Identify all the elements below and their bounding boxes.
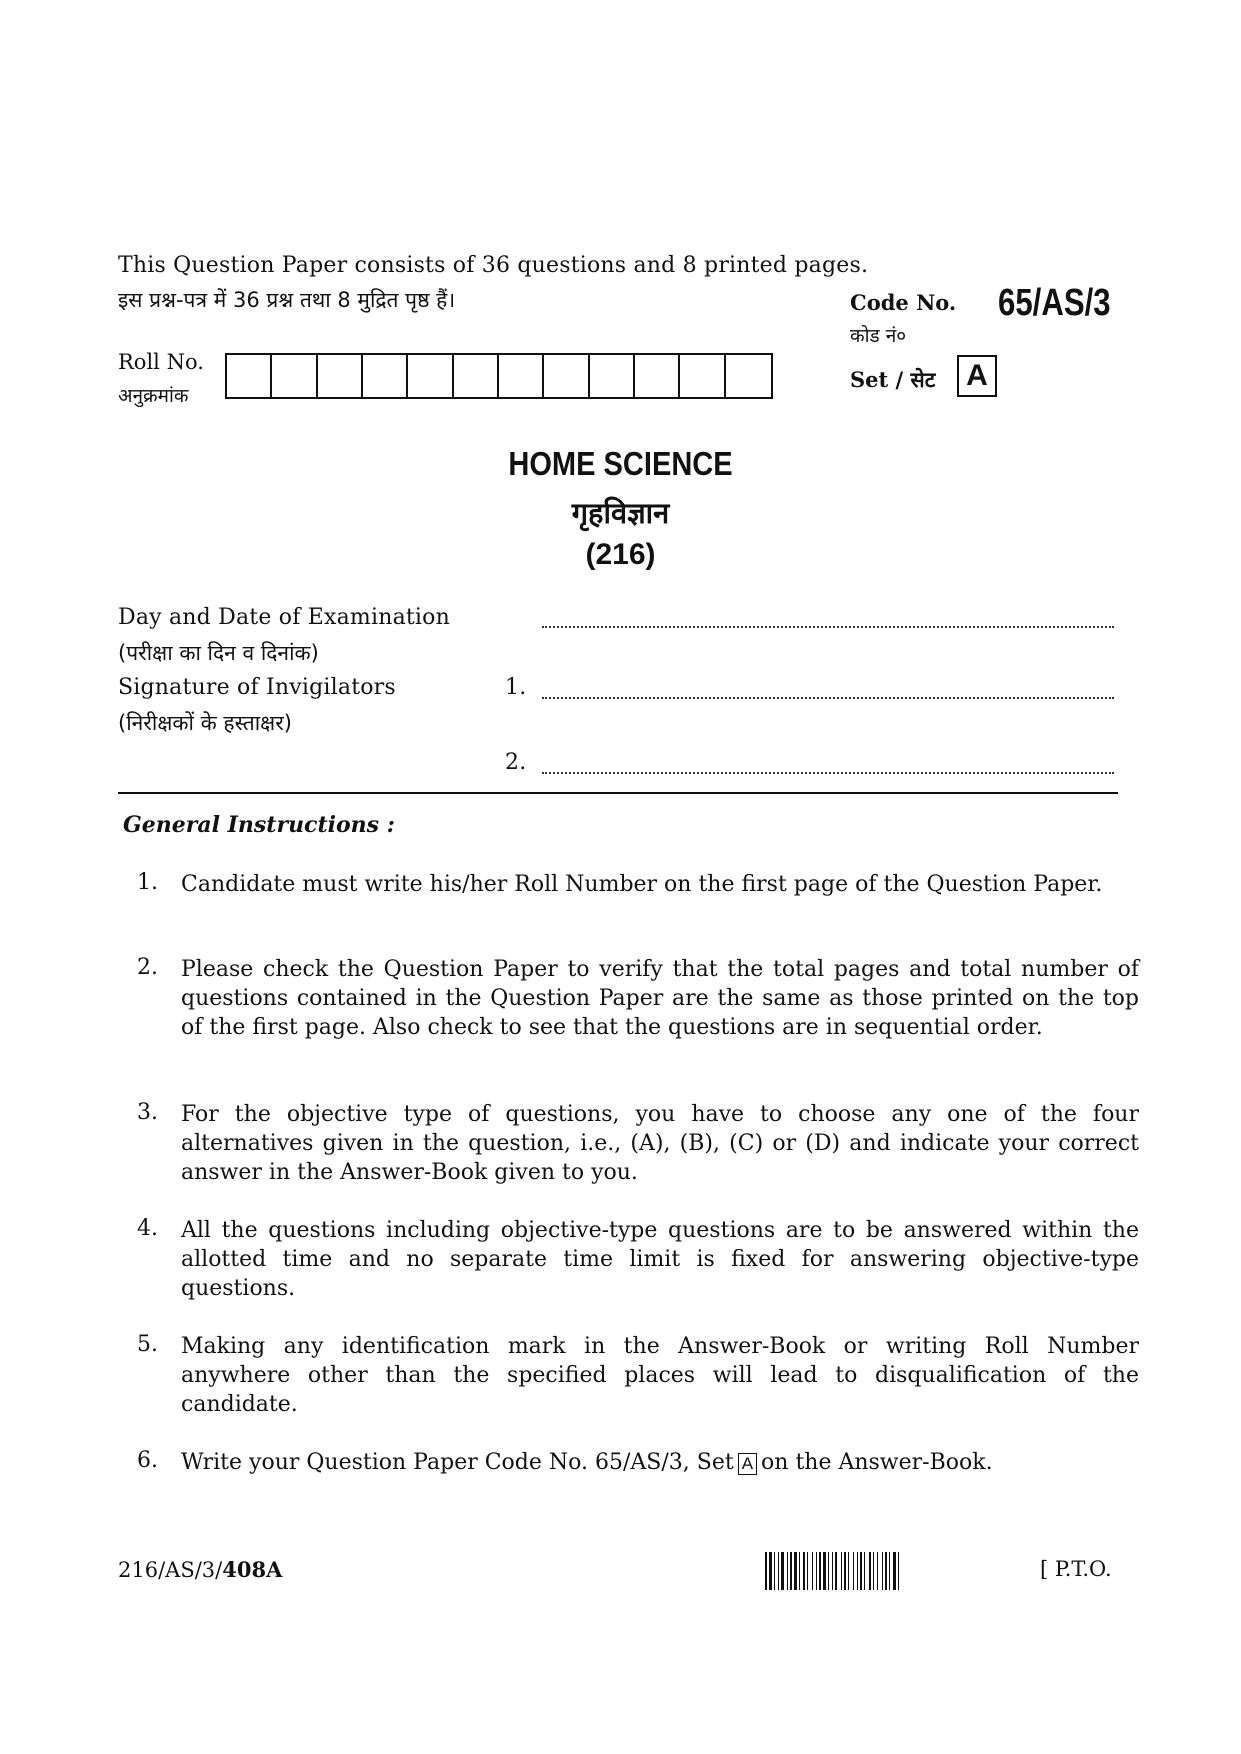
- instruction-number: 4.: [137, 1216, 158, 1241]
- set-box: A: [957, 355, 997, 397]
- instruction-number: 5.: [137, 1332, 158, 1357]
- roll-no-cell[interactable]: [363, 355, 408, 397]
- roll-no-cell[interactable]: [680, 355, 725, 397]
- roll-no-cell[interactable]: [544, 355, 589, 397]
- roll-no-label: Roll No.: [118, 350, 204, 374]
- roll-no-label-hindi: अनुक्रमांक: [118, 385, 189, 407]
- instruction-text: [181, 1448, 1139, 1477]
- instruction-text: Candidate must write his/her Roll Number on the first page of the Question Paper.: [181, 872, 1103, 897]
- code-no-value: 65/AS/3: [998, 282, 1111, 324]
- subject-title: HOME SCIENCE: [508, 445, 733, 482]
- roll-no-cell[interactable]: [318, 355, 363, 397]
- footer-code-bold: 408A: [222, 1557, 283, 1582]
- instruction-text: All the questions including objective-type questions are to be answered within the allotted time and no separate time limit is fixed for answering objective-type questions.: [181, 1218, 1139, 1301]
- instruction-text: Making any identification mark in the Answer-Book or writing Roll Number anywhere other than the specified places will lead to disqualification of the candidate.: [181, 1334, 1139, 1417]
- instruction-number: 3.: [137, 1100, 158, 1125]
- instruction-text-after: on the Answer-Book.: [761, 1450, 993, 1475]
- roll-no-cell[interactable]: [590, 355, 635, 397]
- roll-no-cell[interactable]: [454, 355, 499, 397]
- question-paper-info: This Question Paper consists of 36 questions and 8 printed pages.: [118, 253, 869, 278]
- signature-field-1[interactable]: [542, 697, 1114, 699]
- barcode: [765, 1552, 1025, 1590]
- subject-code: (216): [585, 538, 656, 571]
- instruction-text: Please check the Question Paper to verify that the total pages and total number of questions contained in the Question Paper are the same as those printed on the top of the first page. Also check to see that the questions are in sequential order.: [181, 957, 1139, 1040]
- signature-number-2: 2.: [505, 750, 527, 775]
- exam-date-label-hindi: (परीक्षा का दिन व दिनांक): [118, 641, 319, 665]
- exam-date-label: Day and Date of Examination: [118, 605, 450, 630]
- barcode-bar: [899, 1552, 902, 1590]
- general-instructions-heading: General Instructions :: [123, 812, 395, 838]
- invigilator-signature-label-hindi: (निरीक्षकों के हस्ताक्षर): [118, 711, 292, 735]
- roll-no-cell[interactable]: [499, 355, 544, 397]
- instruction-text-before: Write your Question Paper Code No. 65/AS/3, Set: [181, 1450, 734, 1475]
- invigilator-signature-label: Signature of Invigilators: [118, 675, 396, 700]
- roll-no-cell[interactable]: [272, 355, 317, 397]
- roll-no-cell[interactable]: [726, 355, 771, 397]
- subject-title-hindi: गृहविज्ञान: [571, 496, 670, 530]
- signature-field-2[interactable]: [542, 772, 1114, 774]
- instruction-number: 1.: [137, 870, 158, 895]
- code-no-label-hindi: कोड नं०: [850, 325, 907, 347]
- set-label: Set / सेट: [850, 367, 936, 392]
- pto-label: [ P.T.O.: [1040, 1557, 1112, 1581]
- instruction-number: 6.: [137, 1448, 158, 1473]
- roll-no-cell[interactable]: [227, 355, 272, 397]
- instruction-number: 2.: [137, 955, 158, 980]
- footer-code-plain: 216/AS/3/: [118, 1558, 223, 1582]
- roll-no-cell[interactable]: [635, 355, 680, 397]
- footer-paper-code: [118, 1557, 282, 1582]
- roll-no-grid[interactable]: [225, 353, 773, 399]
- question-paper-info-hindi: इस प्रश्न-पत्र में 36 प्रश्न तथा 8 मुद्रित पृष्ठ हैं।: [118, 288, 456, 312]
- code-no-label: Code No.: [850, 290, 957, 315]
- set-inline-box: A: [738, 1453, 757, 1475]
- signature-number-1: 1.: [505, 675, 527, 700]
- instruction-text: For the objective type of questions, you have to choose any one of the four alternatives given in the question, i.e., (A), (B), (C) or (D) and indicate your correct answer in the Answer-Book given to you.: [181, 1102, 1139, 1185]
- roll-no-cell[interactable]: [408, 355, 453, 397]
- exam-date-field[interactable]: [542, 626, 1114, 628]
- divider-line: [118, 792, 1118, 794]
